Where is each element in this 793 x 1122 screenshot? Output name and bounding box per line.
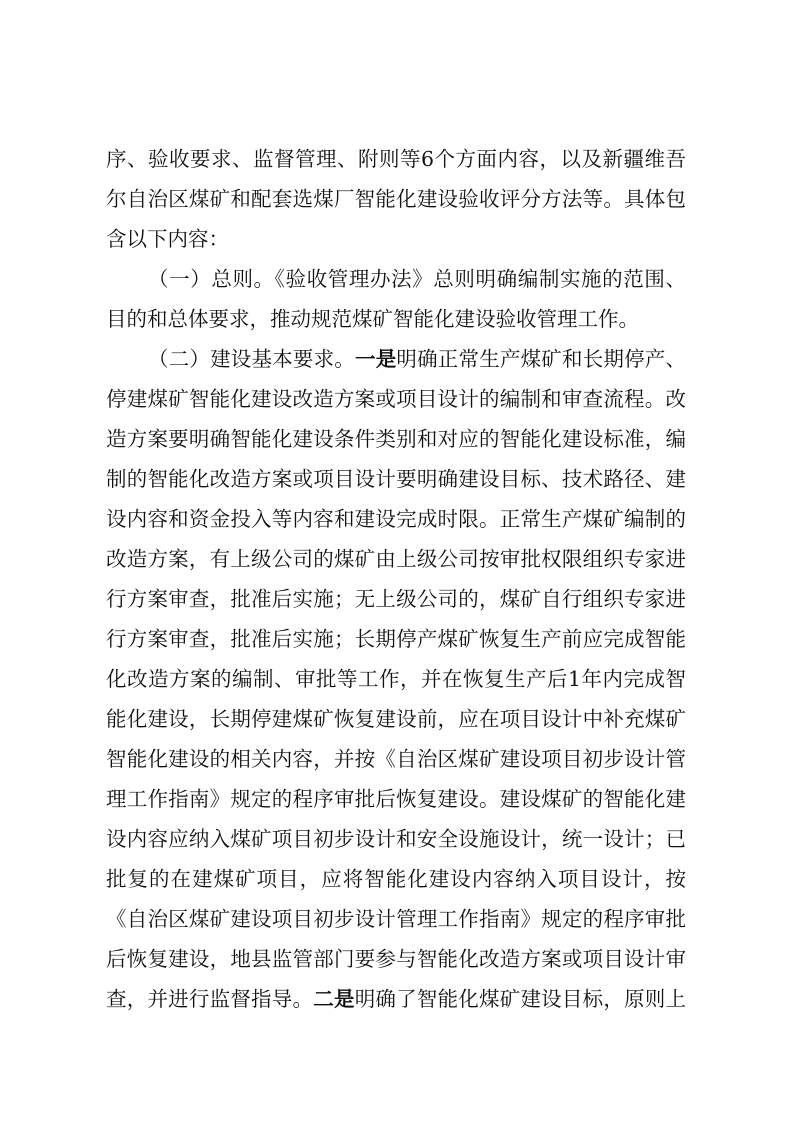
text-segment: 造方案要明确智能化建设条件类别和对应的智能化建设标准，编 [106, 427, 686, 451]
text-line [106, 779, 686, 819]
text-line [106, 899, 686, 939]
text-line [106, 459, 686, 499]
text-line [106, 179, 686, 219]
section-heading-line [106, 259, 686, 299]
document-body [106, 139, 686, 1019]
text-segment: 设内容和资金投入等内容和建设完成时限。正常生产煤矿编制的 [106, 507, 686, 531]
text-line [106, 419, 686, 459]
text-segment: 含以下内容： [106, 227, 229, 251]
text-segment: 序、验收要求、监督管理、附则等6个方面内容，以及新疆维吾 [106, 147, 686, 171]
text-segment: 明确正常生产煤矿和长期停产、 [396, 347, 687, 371]
text-segment: 行方案审查，批准后实施；无上级公司的，煤矿自行组织专家进 [106, 587, 686, 611]
text-segment: 《自治区煤矿建设项目初步设计管理工作指南》规定的程序审批 [106, 907, 686, 931]
text-segment: 后恢复建设，地县监管部门要参与智能化改造方案或项目设计审 [106, 947, 686, 971]
text-line [106, 979, 686, 1019]
text-segment: 理工作指南》规定的程序审批后恢复建设。建设煤矿的智能化建 [106, 787, 686, 811]
text-line [106, 739, 686, 779]
text-line [106, 859, 686, 899]
text-segment: 目的和总体要求，推动规范煤矿智能化建设验收管理工作。 [106, 307, 639, 331]
text-segment: 行方案审查，批准后实施；长期停产煤矿恢复生产前应完成智能 [106, 627, 686, 651]
text-segment: 批复的在建煤矿项目，应将智能化建设内容纳入项目设计，按 [106, 867, 686, 891]
text-segment: 明确了智能化煤矿建设目标，原则上 [354, 987, 687, 1011]
text-line [106, 819, 686, 859]
text-line [106, 379, 686, 419]
text-segment: 制的智能化改造方案或项目设计要明确建设目标、技术路径、建 [106, 467, 686, 491]
emphasis-text: 一是 [355, 347, 397, 371]
text-segment: 设内容应纳入煤矿项目初步设计和安全设施设计，统一设计；已 [106, 827, 686, 851]
text-segment: 停建煤矿智能化建设改造方案或项目设计的编制和审查流程。改 [106, 387, 686, 411]
text-line [106, 579, 686, 619]
text-segment: 智能化建设的相关内容，并按《自治区煤矿建设项目初步设计管 [106, 747, 686, 771]
text-line [106, 619, 686, 659]
emphasis-text: 二是 [313, 987, 355, 1011]
text-line [106, 299, 686, 339]
section-heading-line [106, 339, 686, 379]
text-line [106, 939, 686, 979]
text-line [106, 499, 686, 539]
text-segment: 改造方案，有上级公司的煤矿由上级公司按审批权限组织专家进 [106, 547, 686, 571]
text-segment: 化改造方案的编制、审批等工作，并在恢复生产后1年内完成智 [106, 667, 686, 691]
text-line [106, 139, 686, 179]
text-segment: 查，并进行监督指导。 [106, 987, 314, 1011]
text-line [106, 219, 686, 259]
text-segment: 能化建设，长期停建煤矿恢复建设前，应在项目设计中补充煤矿 [106, 707, 686, 731]
text-line [106, 539, 686, 579]
text-line [106, 659, 686, 699]
text-segment: 尔自治区煤矿和配套选煤厂智能化建设验收评分方法等。具体包 [106, 187, 686, 211]
text-line [106, 699, 686, 739]
text-segment: （二）建设基本要求。 [148, 347, 355, 371]
text-segment: （一）总则。《验收管理办法》总则明确编制实施的范围、 [148, 267, 686, 291]
